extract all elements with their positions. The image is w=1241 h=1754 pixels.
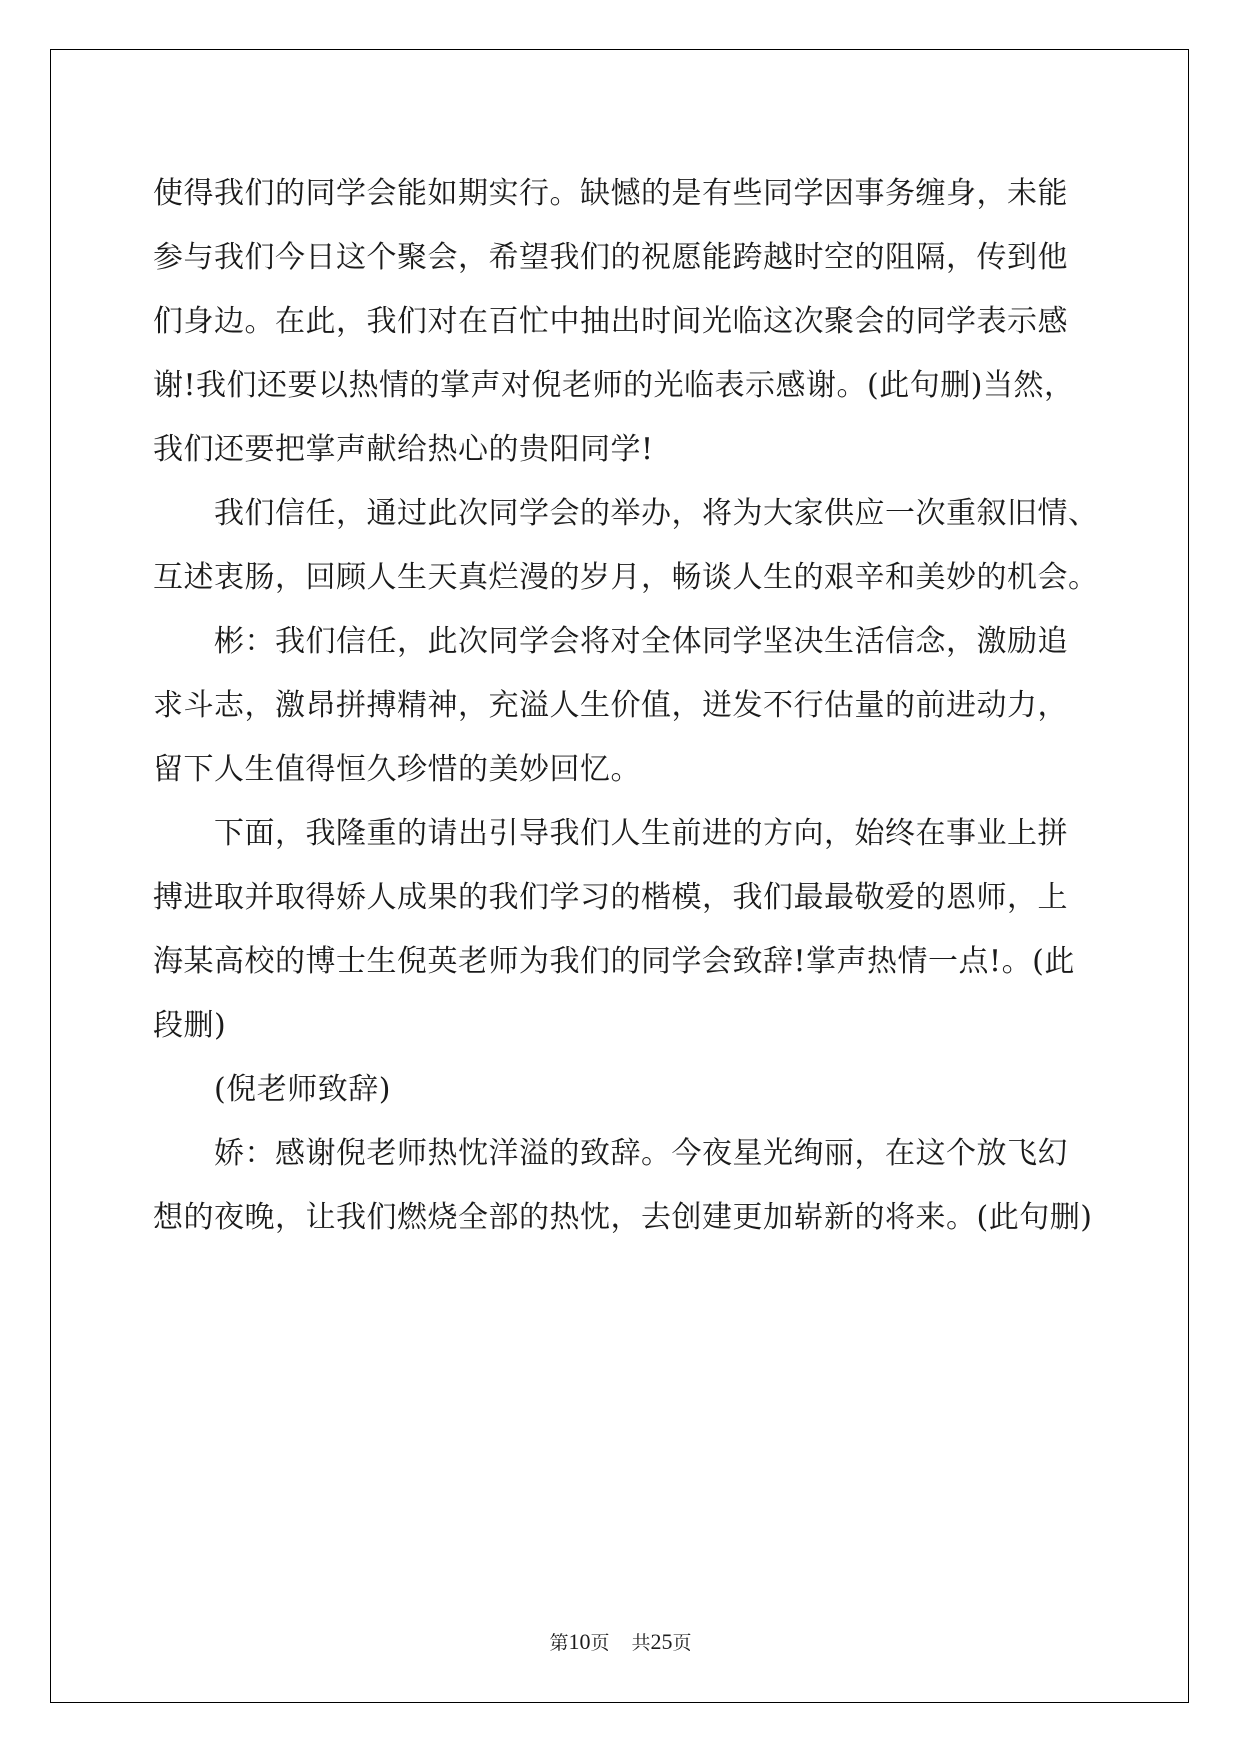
text-line: 使得我们的同学会能如期实行。缺憾的是有些同学因事务缠身，未能: [153, 176, 1068, 211]
text-line: 海某高校的博士生倪英老师为我们的同学会致辞!掌声热情一点!。(此: [153, 944, 1075, 979]
text-line: 娇：感谢倪老师热忱洋溢的致辞。今夜星光绚丽，在这个放飞幻: [214, 1136, 1068, 1171]
text-line: 段删): [153, 1008, 227, 1043]
document-body: [153, 162, 1099, 1250]
text-line: 彬：我们信任，此次同学会将对全体同学坚决生活信念，激励追: [214, 624, 1068, 659]
total-prefix: 共: [631, 1633, 651, 1654]
total-suffix: 页: [672, 1633, 692, 1654]
text-line: 我们信任，通过此次同学会的举办，将为大家供应一次重叙旧情、: [214, 496, 1099, 531]
page-number: 10: [568, 1629, 591, 1654]
text-line: (倪老师致辞): [214, 1072, 391, 1107]
text-line: 搏进取并取得娇人成果的我们学习的楷模，我们最最敬爱的恩师，上: [153, 880, 1068, 915]
text-line: 下面，我隆重的请出引导我们人生前进的方向，始终在事业上拼: [214, 816, 1068, 851]
text-line: 们身边。在此，我们对在百忙中抽出时间光临这次聚会的同学表示感: [153, 304, 1068, 339]
text-line: 留下人生值得恒久珍惜的美妙回忆。: [153, 752, 641, 787]
page-footer: [0, 1628, 1241, 1655]
page-suffix: 页: [590, 1633, 610, 1654]
page-prefix: 第: [549, 1633, 569, 1654]
text-line: 谢!我们还要以热情的掌声对倪老师的光临表示感谢。(此句删)当然，: [153, 368, 1075, 403]
total-pages: 25: [650, 1629, 673, 1654]
text-line: 我们还要把掌声献给热心的贵阳同学!: [153, 432, 654, 467]
text-line: 想的夜晚，让我们燃烧全部的热忱，去创建更加崭新的将来。(此句删): [153, 1200, 1093, 1235]
text-line: 求斗志，激昂拼搏精神，充溢人生价值，迸发不行估量的前进动力，: [153, 688, 1068, 723]
text-line: 互述衷肠，回顾人生天真烂漫的岁月，畅谈人生的艰辛和美妙的机会。: [153, 560, 1099, 595]
text-line: 参与我们今日这个聚会，希望我们的祝愿能跨越时空的阻隔，传到他: [153, 240, 1068, 275]
